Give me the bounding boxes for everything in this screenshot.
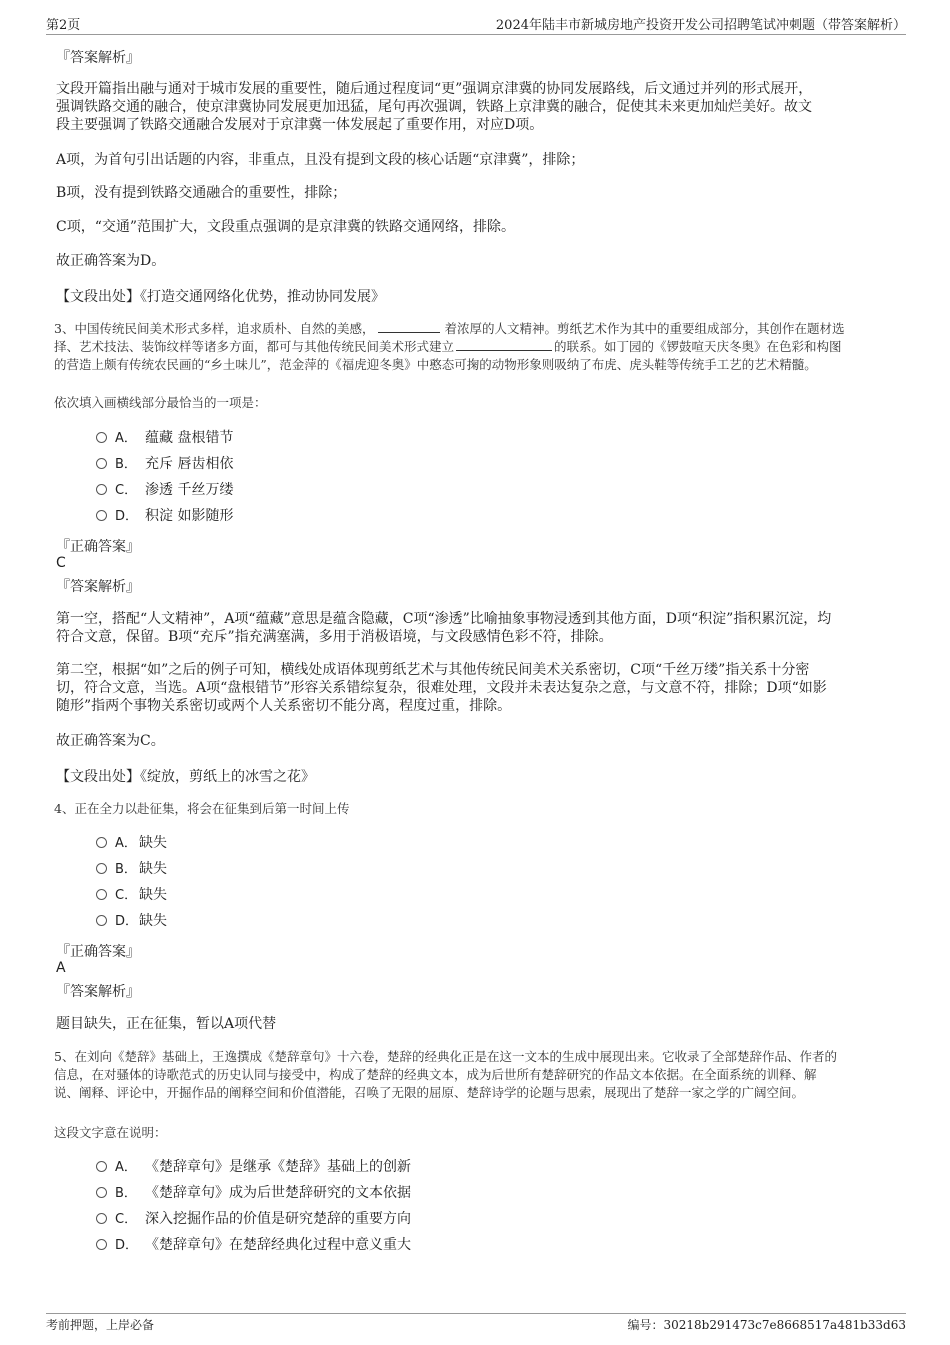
option-text: 深入挖掘作品的价值是研究楚辞的重要方向 bbox=[145, 1211, 411, 1227]
option-letter: C． bbox=[115, 483, 138, 498]
radio-button[interactable] bbox=[96, 915, 107, 926]
option-letter: D． bbox=[115, 914, 139, 929]
stem-part: 3、中国传统民间美术形式多样，追求质朴、自然的美感， bbox=[54, 321, 375, 336]
footer-slogan: 考前押题，上岸必备 bbox=[46, 1318, 155, 1332]
q4-correct-label: 『正确答案』 bbox=[56, 944, 140, 960]
q2-analysis-option-c: C项，“交通”范围扩大，文段重点强调的是京津冀的铁路交通网络，排除。 bbox=[56, 219, 516, 235]
q3-conclusion: 故正确答案为C。 bbox=[56, 733, 165, 749]
page-number: 第2页 bbox=[46, 18, 81, 33]
q4-stem: 4、正在全力以赴征集，将会在征集到后第一时间上传 bbox=[54, 801, 350, 816]
q3-option-c[interactable] bbox=[96, 480, 233, 500]
q4-option-b[interactable] bbox=[96, 859, 167, 879]
q3-analysis-label: 『答案解析』 bbox=[56, 579, 140, 595]
text-line bbox=[54, 338, 904, 356]
option-letter: B． bbox=[115, 457, 137, 472]
option-letter: A． bbox=[115, 431, 137, 446]
document-title: 2024年陆丰市新城房地产投资开发公司招聘笔试冲刺题（带答案解析） bbox=[495, 18, 906, 33]
text-line: 强调铁路交通的融合，使京津冀协同发展更加迅猛，尾句再次强调，铁路上京津冀的融合，促使其未来更加灿烂美好。故文 bbox=[56, 99, 812, 115]
stem-part: 择、艺术技法、装饰纹样等诸多方面，都可与其他传统民间美术形式建立 bbox=[54, 339, 455, 354]
text-line: 的营造上颇有传统农民画的“乡土味儿”，范金萍的《福虎迎冬奥》中憨态可掬的动物形象则吸纳了布虎、虎头鞋等传统手工艺的艺术精髓。 bbox=[54, 357, 817, 372]
q2-analysis-paragraph bbox=[56, 80, 898, 134]
q5-option-c[interactable] bbox=[96, 1209, 411, 1229]
q3-option-a[interactable] bbox=[96, 428, 233, 448]
option-letter: D． bbox=[115, 1238, 139, 1253]
radio-button[interactable] bbox=[96, 863, 107, 874]
option-letter: A． bbox=[115, 1160, 137, 1175]
q3-option-b[interactable] bbox=[96, 454, 233, 474]
q5-option-d[interactable] bbox=[96, 1235, 411, 1255]
option-letter: C． bbox=[115, 1212, 138, 1227]
option-text: 渗透 千丝万缕 bbox=[145, 482, 234, 498]
option-text: 积淀 如影随形 bbox=[145, 508, 234, 524]
radio-button[interactable] bbox=[96, 1239, 107, 1250]
document-code: 编号：30218b291473c7e8668517a481b33d63 bbox=[627, 1318, 906, 1332]
text-line: 切，符合文意，当选。A项“盘根错节”形容关系错综复杂，很难处理，文段并未表达复杂之意，与文意不符，排除；D项“如影 bbox=[56, 680, 827, 696]
q4-option-c[interactable] bbox=[96, 885, 167, 905]
option-text: 蕴藏 盘根错节 bbox=[145, 430, 234, 446]
stem-part: 的联系。如丁园的《锣鼓喧天庆冬奥》在色彩和构图 bbox=[554, 339, 842, 354]
radio-button[interactable] bbox=[96, 1187, 107, 1198]
text-line: 信息，在对骚体的诗歌范式的历史认同与接受中，构成了楚辞的经典文本，成为后世所有楚辞研究的作品文本依据。在全面系统的训释、解 bbox=[54, 1067, 817, 1082]
option-text: 缺失 bbox=[139, 913, 167, 929]
q2-conclusion: 故正确答案为D。 bbox=[56, 253, 166, 269]
radio-button[interactable] bbox=[96, 484, 107, 495]
option-text: 充斥 唇齿相依 bbox=[145, 456, 234, 472]
stem-part: 着浓厚的人文精神。剪纸艺术作为其中的重要组成部分，其创作在题材选 bbox=[444, 321, 845, 336]
text-line: 说、阐释、评论中，开掘作品的阐释空间和价值潜能，召唤了无限的屈原、楚辞诗学的论题与思索，展现出了楚辞一家之学的广阔空间。 bbox=[54, 1085, 805, 1100]
option-letter: B． bbox=[115, 862, 137, 877]
blank-2 bbox=[456, 338, 552, 351]
q3-analysis-p1 bbox=[56, 610, 898, 646]
option-text: 《楚辞章句》在楚辞经典化过程中意义重大 bbox=[145, 1237, 411, 1253]
text-line: 文段开篇指出融与通对于城市发展的重要性，随后通过程度词“更”强调京津冀的协同发展路线，后文通过并列的形式展开， bbox=[56, 81, 813, 97]
q3-source: 【文段出处】《绽放，剪纸上的冰雪之花》 bbox=[56, 769, 315, 785]
blank-1 bbox=[378, 320, 440, 333]
q3-option-d[interactable] bbox=[96, 506, 233, 526]
q2-analysis-label: 『答案解析』 bbox=[56, 50, 140, 66]
q3-correct-answer: C bbox=[56, 555, 66, 571]
radio-button[interactable] bbox=[96, 1161, 107, 1172]
q5-stem bbox=[54, 1048, 904, 1102]
q3-stem bbox=[54, 320, 904, 374]
radio-button[interactable] bbox=[96, 1213, 107, 1224]
radio-button[interactable] bbox=[96, 432, 107, 443]
page-header bbox=[46, 14, 906, 35]
q2-source: 【文段出处】《打造交通网络化优势，推动协同发展》 bbox=[56, 289, 385, 305]
q4-analysis-label: 『答案解析』 bbox=[56, 984, 140, 1000]
text-line: 符合文意，保留。B项“充斥”指充满塞满，多用于消极语境，与文段感情色彩不符，排除。 bbox=[56, 629, 613, 645]
q4-correct-answer: A bbox=[56, 960, 66, 976]
option-letter: C． bbox=[115, 888, 138, 903]
page-footer bbox=[46, 1313, 906, 1332]
option-letter: A． bbox=[115, 836, 137, 851]
option-text: 《楚辞章句》是继承《楚辞》基础上的创新 bbox=[145, 1159, 411, 1175]
radio-button[interactable] bbox=[96, 458, 107, 469]
option-text: 缺失 bbox=[139, 887, 167, 903]
q2-analysis-option-b: B项，没有提到铁路交通融合的重要性，排除； bbox=[56, 185, 347, 201]
q3-analysis-p2 bbox=[56, 661, 898, 715]
option-text: 《楚辞章句》成为后世楚辞研究的文本依据 bbox=[145, 1185, 411, 1201]
q2-analysis-option-a: A项，为首句引出话题的内容，非重点，且没有提到文段的核心话题“京津冀”，排除； bbox=[56, 152, 585, 168]
text-line: 5、在刘向《楚辞》基础上，王逸撰成《楚辞章句》十六卷，楚辞的经典化正是在这一文本的生成中展现出来。它收录了全部楚辞作品、作者的 bbox=[54, 1049, 837, 1064]
q4-option-d[interactable] bbox=[96, 911, 167, 931]
text-line: 随形”指两个事物关系密切或两个人关系密切不能分离，程度过重，排除。 bbox=[56, 698, 512, 714]
radio-button[interactable] bbox=[96, 837, 107, 848]
option-text: 缺失 bbox=[139, 861, 167, 877]
option-letter: D． bbox=[115, 509, 139, 524]
text-line: 第一空，搭配“人文精神”，A项“蕴藏”意思是蕴含隐藏，C项“渗透”比喻抽象事物浸透到其他方面，D项“积淀”指积累沉淀，均 bbox=[56, 611, 832, 627]
q5-option-a[interactable] bbox=[96, 1157, 411, 1177]
text-line bbox=[54, 320, 904, 338]
q3-prompt: 依次填入画横线部分最恰当的一项是： bbox=[54, 395, 267, 410]
q4-option-a[interactable] bbox=[96, 833, 167, 853]
text-line: 第二空，根据“如”之后的例子可知，横线处成语体现剪纸艺术与其他传统民间美术关系密切，C项“千丝万缕”指关系十分密 bbox=[56, 662, 810, 678]
radio-button[interactable] bbox=[96, 510, 107, 521]
option-text: 缺失 bbox=[139, 835, 167, 851]
text-line: 段主要强调了铁路交通融合发展对于京津冀一体发展起了重要作用，对应D项。 bbox=[56, 117, 544, 133]
option-letter: B． bbox=[115, 1186, 137, 1201]
q3-correct-label: 『正确答案』 bbox=[56, 539, 140, 555]
radio-button[interactable] bbox=[96, 889, 107, 900]
q4-analysis: 题目缺失，正在征集，暂以A项代替 bbox=[56, 1016, 277, 1032]
q5-prompt: 这段文字意在说明： bbox=[54, 1125, 167, 1140]
q5-option-b[interactable] bbox=[96, 1183, 411, 1203]
